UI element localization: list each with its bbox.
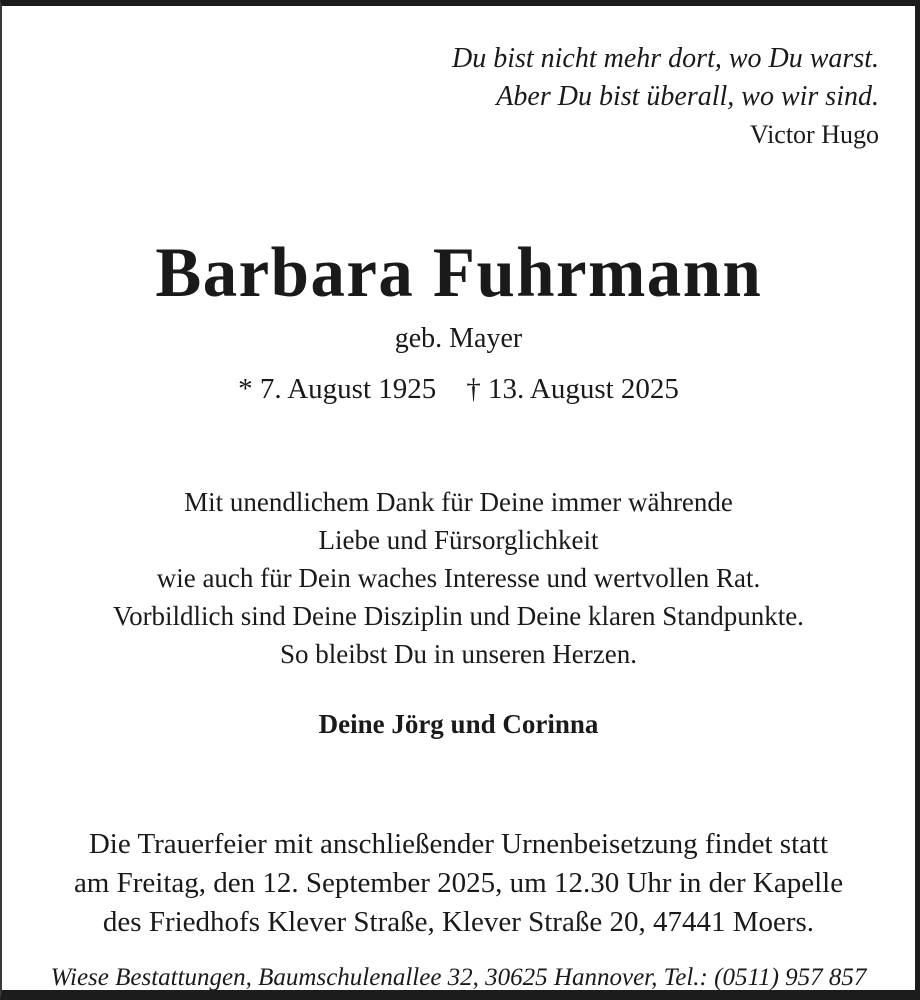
tribute-line: Mit unendlichem Dank für Deine immer währende xyxy=(184,487,733,517)
funeral-details xyxy=(2,825,915,942)
life-dates xyxy=(2,371,915,407)
tribute-line: So bleibst Du in unseren Herzen. xyxy=(280,639,637,669)
tribute-line: Vorbildlich sind Deine Disziplin und Deine klaren Standpunkte. xyxy=(113,601,804,631)
memorial-quote xyxy=(2,40,915,152)
mourners: Deine Jörg und Corinna xyxy=(318,709,599,739)
funeral-line: Die Trauerfeier mit anschließender Urnenbeisetzung findet statt xyxy=(88,828,829,860)
tribute-text xyxy=(2,483,915,673)
deceased-name-block xyxy=(2,234,915,312)
quote-line-2: Aber Du bist überall, wo wir sind. xyxy=(496,81,879,112)
funeral-line: am Freitag, den 12. September 2025, um 12.30 Uhr in der Kapelle xyxy=(73,867,844,899)
funeral-home-info: Wiese Bestattungen, Baumschulenallee 32, 30625 Hannover, Tel.: (0511) 957 857 xyxy=(50,964,867,991)
birth-date: * 7. August 1925 xyxy=(238,373,437,405)
birth-name: geb. Mayer xyxy=(394,323,523,354)
death-date: † 13. August 2025 xyxy=(466,373,679,405)
funeral-line: des Friedhofs Klever Straße, Klever Straße 20, 47441 Moers. xyxy=(102,906,815,938)
quote-line-1: Du bist nicht mehr dort, wo Du warst. xyxy=(451,43,879,74)
deceased-name: Barbara Fuhrmann xyxy=(155,234,762,312)
tribute-line: wie auch für Dein waches Interesse und wertvollen Rat. xyxy=(156,563,761,593)
quote-attribution: Victor Hugo xyxy=(749,120,879,149)
tribute-line: Liebe und Fürsorglichkeit xyxy=(318,525,599,555)
